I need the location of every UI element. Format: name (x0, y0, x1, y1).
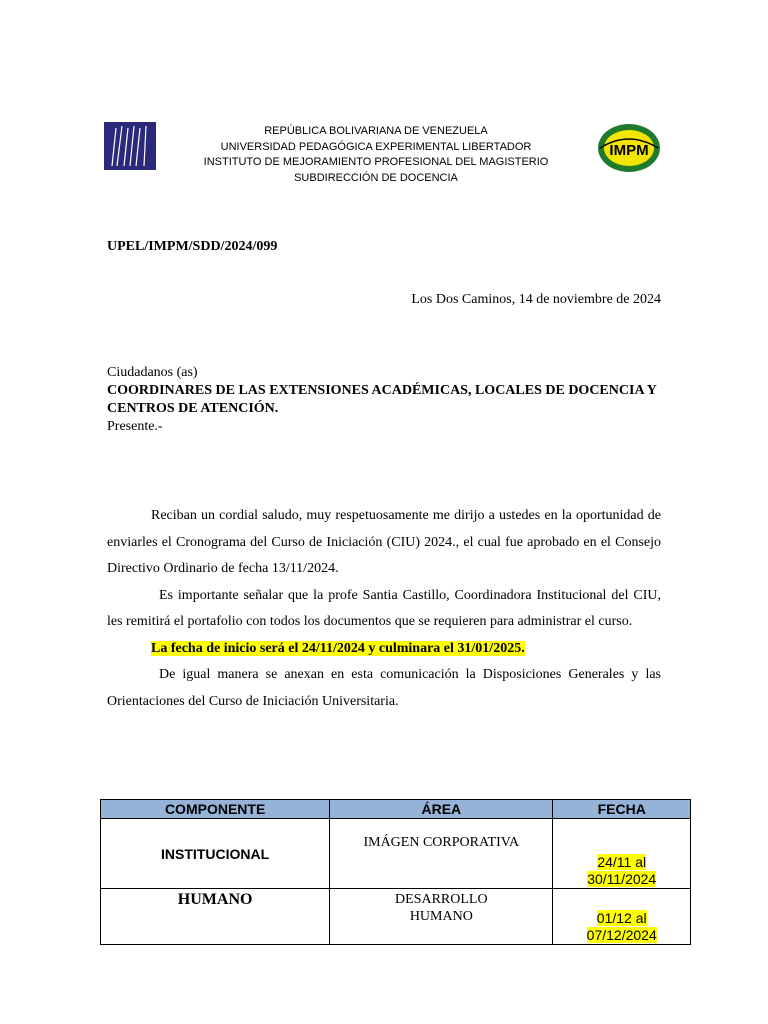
paragraph-portfolio: Es importante señalar que la profe Santia Castillo, Coordinadora Institucional del CIU, les remitirá el portafolio con todos los documentos que se requieren para administrar el curso. (107, 587, 661, 629)
cell-componente: INSTITUCIONAL (101, 819, 330, 889)
cell-fecha (553, 819, 691, 889)
header-line-institute: INSTITUTO DE MEJORAMIENTO PROFESIONAL DEL MAGISTERIO (203, 156, 549, 168)
upel-logo (104, 122, 156, 170)
highlighted-dates: La fecha de inicio será el 24/11/2024 y culminara el 31/01/2025. (151, 640, 525, 656)
area-line-1: DESARROLLO (395, 892, 488, 907)
cell-area (330, 889, 553, 945)
header-line-subdirection: SUBDIRECCIÓN DE DOCENCIA (294, 171, 458, 184)
paragraph-greeting: Reciban un cordial saludo, muy respetuosamente me dirijo a ustedes en la oportunidad de enviarles el Cronograma del Curso de Iniciación (CIU) 2024., el cual fue aprobado en el Consejo Directivo Ordinario de fecha 13/11/2024. (107, 508, 661, 576)
fecha-end: 30/11/2024 (587, 871, 657, 887)
impm-logo (596, 122, 662, 174)
letter-body (107, 503, 661, 715)
reference-number: UPEL/IMPM/SDD/2024/099 (107, 239, 278, 254)
header-line-university: UNIVERSIDAD PEDAGÓGICA EXPERIMENTAL LIBERTADOR (220, 140, 532, 153)
fecha-start: 01/12 al (596, 910, 647, 926)
institution-header (196, 124, 556, 186)
impm-logo-text: IMPM (609, 142, 649, 159)
header-line-country: REPÚBLICA BOLIVARIANA DE VENEZUELA (264, 125, 488, 137)
table-header-row (101, 800, 691, 819)
header-fecha: FECHA (553, 800, 691, 819)
table-row (101, 889, 691, 945)
area-line-2: HUMANO (409, 909, 473, 924)
presente: Presente.- (107, 419, 163, 434)
table-row (101, 819, 691, 889)
cell-fecha (553, 889, 691, 945)
paragraph-annex: De igual manera se anexan en esta comunicación la Disposiciones Generales y las Orientaciones del Curso de Iniciación Universitaria. (107, 667, 661, 709)
fecha-start: 24/11 al (597, 854, 647, 870)
header-area: ÁREA (330, 800, 553, 819)
paragraph-dates-highlight (107, 636, 661, 663)
header-componente: COMPONENTE (101, 800, 330, 819)
cell-componente: HUMANO (101, 889, 330, 945)
addressee: COORDINARES DE LAS EXTENSIONES ACADÉMICAS, LOCALES DE DOCENCIA Y CENTROS DE ATENCIÓN. (107, 383, 657, 416)
fecha-end: 07/12/2024 (586, 927, 657, 943)
cell-area: IMÁGEN CORPORATIVA (330, 819, 553, 889)
recipient-block (107, 364, 661, 436)
date-line: Los Dos Caminos, 14 de noviembre de 2024 (411, 292, 661, 307)
schedule-table (100, 799, 691, 945)
salutation: Ciudadanos (as) (107, 365, 198, 380)
